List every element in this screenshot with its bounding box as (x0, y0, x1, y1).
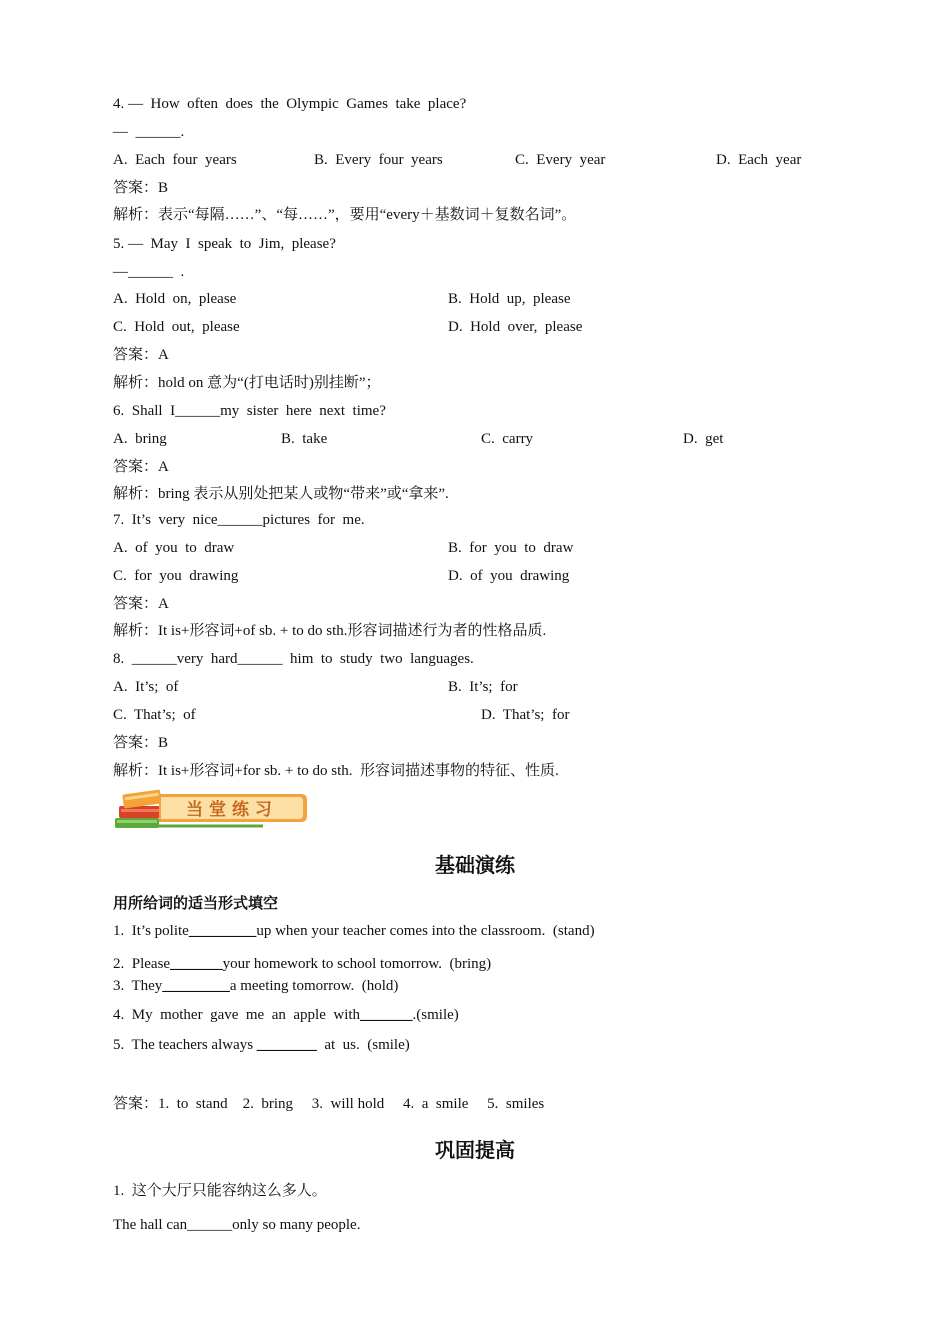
q6-question: 6. Shall I______my sister here next time? (113, 403, 386, 419)
q8-answer: 答案：B (113, 735, 169, 751)
q7-answer: 答案：A (113, 596, 169, 612)
q7-option-d: D. of you drawing (448, 568, 570, 584)
fill-item-5: 5. The teachers always ________ at us. (smile) (113, 1037, 410, 1053)
translate-item-1-english: The hall can______only so many people. (113, 1217, 361, 1233)
fill-item-1: 1. It’s polite_________up when your teacher comes into the classroom. (stand) (113, 923, 595, 939)
q7-option-b: B. for you to draw (448, 540, 574, 556)
q5-reply: —______ . (113, 264, 185, 280)
q7-option-a: A. of you to draw (113, 540, 235, 556)
section1-title: 基础演练 (435, 853, 515, 877)
q4-option-d: D. Each year (716, 152, 802, 168)
q5-option-d: D. Hold over, please (448, 319, 583, 335)
q7-question: 7. It’s very nice______pictures for me. (113, 512, 365, 528)
q5-analysis: 解析：hold on 意为“(打电话时)别挂断”； (113, 375, 381, 391)
q4-analysis: 解析：表示“每隔……”、“每……”，要用“every＋基数词＋复数名词”。 (113, 207, 577, 223)
q6-option-a: A. bring (113, 431, 167, 447)
q4-option-b: B. Every four years (314, 152, 443, 168)
q5-answer: 答案：A (113, 347, 169, 363)
q4-question: 4. — How often does the Olympic Games take place? (113, 96, 467, 112)
fill-item-2: 2. Please_______your homework to school tomorrow. (bring) (113, 956, 492, 972)
q5-option-c: C. Hold out, please (113, 319, 240, 335)
q5-question: 5. — May I speak to Jim, please? (113, 236, 336, 252)
fill-item-3: 3. They_________a meeting tomorrow. (hold) (113, 978, 399, 994)
practice-banner (113, 786, 309, 834)
q6-option-d: D. get (683, 431, 724, 447)
banner-label: 当 堂 练 习 (186, 800, 272, 820)
books-icon (113, 786, 309, 834)
section1-subtitle: 用所给词的适当形式填空 (113, 894, 279, 912)
q8-option-b: B. It’s; for (448, 679, 518, 695)
q4-answer: 答案：B (113, 180, 169, 196)
q8-option-c: C. That’s; of (113, 707, 196, 723)
q6-option-c: C. carry (481, 431, 534, 447)
q8-option-a: A. It’s; of (113, 679, 179, 695)
q8-question: 8. ______very hard______ him to study two languages. (113, 651, 474, 667)
q5-option-b: B. Hold up, please (448, 291, 571, 307)
q4-reply: — ______. (113, 124, 185, 140)
section2-title: 巩固提高 (435, 1138, 515, 1162)
q5-option-a: A. Hold on, please (113, 291, 237, 307)
q6-option-b: B. take (281, 431, 328, 447)
q4-option-c: C. Every year (515, 152, 606, 168)
q7-analysis: 解析：It is+形容词+of sb. + to do sth.形容词描述行为者的性格品质. (113, 623, 547, 639)
q8-option-d: D. That’s; for (481, 707, 570, 723)
q6-analysis: 解析：bring 表示从别处把某人或物“带来”或“拿来”. (113, 486, 449, 502)
fill-item-4: 4. My mother gave me an apple with_______.(smile) (113, 1007, 459, 1023)
q4-option-a: A. Each four years (113, 152, 237, 168)
section1-answer: 答案：1. to stand 2. bring 3. will hold 4. a smile 5. smiles (113, 1096, 545, 1112)
q6-answer: 答案：A (113, 459, 169, 475)
q8-analysis: 解析：It is+形容词+for sb. + to do sth. 形容词描述事物的特征、性质. (113, 763, 559, 779)
translate-item-1-chinese: 1. 这个大厅只能容纳这么多人。 (113, 1183, 327, 1199)
q7-option-c: C. for you drawing (113, 568, 239, 584)
